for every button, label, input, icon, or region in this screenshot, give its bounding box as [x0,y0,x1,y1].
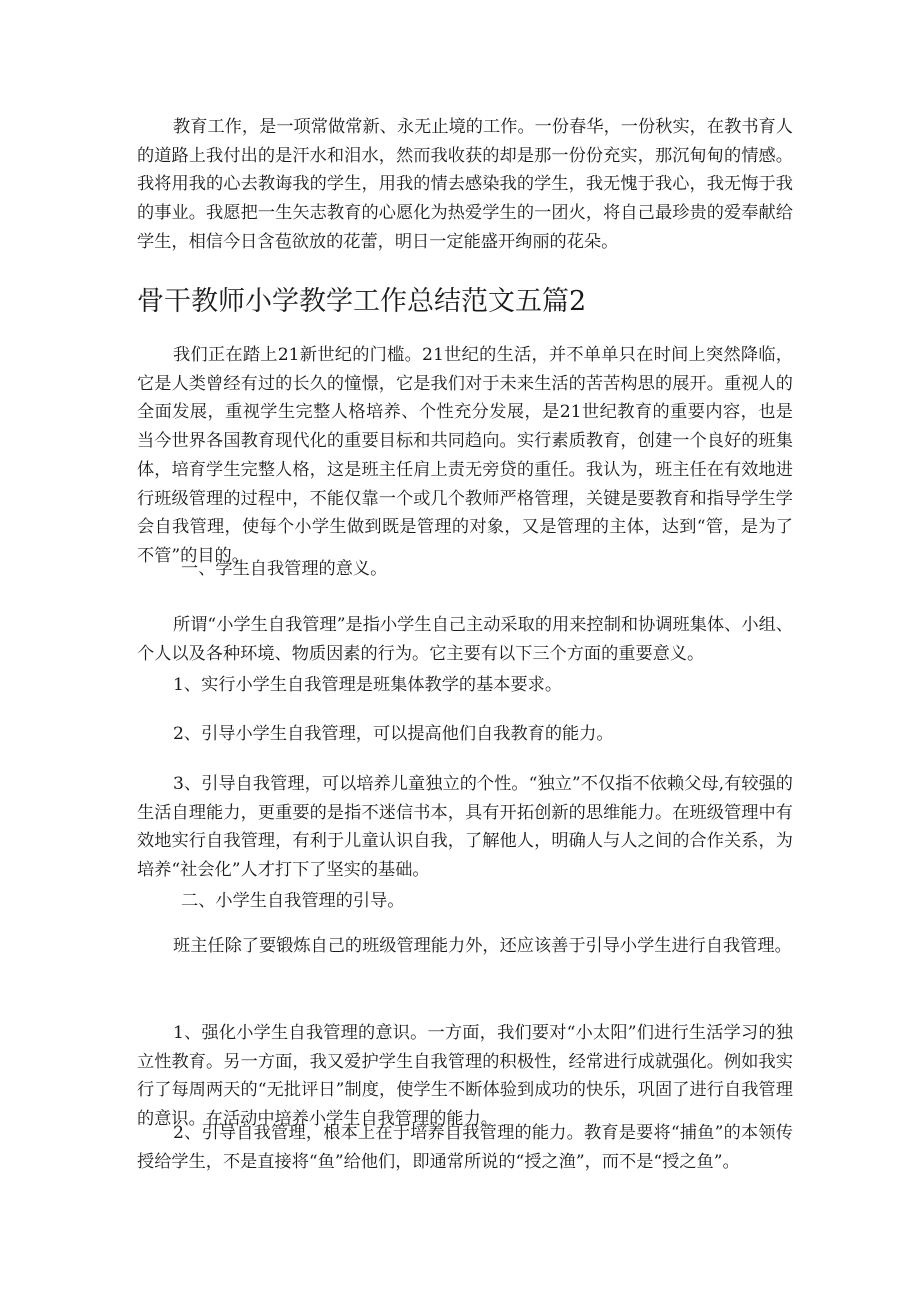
point-3: 3、引导自我管理，可以培养儿童独立的个性。“独立”不仅指不依赖父母,有较强的生活自理能力，更重要的是指不迷信书本，具有开拓创新的思维能力。在班级管理中有效地实行自我管理，有利于儿童认识自我，了解他人，明确人与人之间的合作关系，为培养“社会化”人才打下了坚实的基础。 [137,774,793,881]
section1-description: 所谓“小学生自我管理”是指小学生自己主动采取的用来控制和协调班集体、小组、个人以及各种环境、物质因素的行为。它主要有以下三个方面的重要意义。 [137,615,793,664]
section1-title: 一、学生自我管理的意义。 [181,559,388,579]
point-2-2: 2、引导自我管理，根本上在于培养自我管理的能力。教育是要将“捕鱼”的本领传授给学生，不是直接将“鱼”给他们，即通常所说的“授之渔”，而不是“授之鱼”。 [137,1123,793,1172]
section2-title: 二、小学生自我管理的引导。 [181,891,405,911]
point-2: 2、引导小学生自我管理，可以提高他们自我教育的能力。 [173,724,614,744]
paragraph-closing: 教育工作，是一项常做常新、永无止境的工作。一份春华，一份秋实，在教书育人的道路上我付出的是汗水和泪水，然而我收获的却是那一份份充实，那沉甸甸的情感。我将用我的心去教诲我的学生，用我的情去感染我的学生，我无愧于我心，我无悔于我的事业。我愿把一生矢志教育的心愿化为热爱学生的一团火，将自己最珍贵的爱奉献给学生，相信今日含苞欲放的花蕾，明日一定能盛开绚丽的花朵。 [137,117,793,252]
point-2-1: 1、强化小学生自我管理的意识。一方面，我们要对“小太阳”们进行生活学习的独立性教育。另一方面，我又爱护学生自我管理的积极性，经常进行成就强化。例如我实行了每周两天的“无批评日”制度，使学生不断体验到成功的快乐，巩固了进行自我管理的意识。在活动中培养小学生自我管理的能力。 [137,1023,793,1130]
section-heading: 骨干教师小学教学工作总结范文五篇2 [137,286,587,317]
point-1: 1、实行小学生自我管理是班集体教学的基本要求。 [173,675,563,695]
paragraph-intro: 我们正在踏上21新世纪的门槛。21世纪的生活，并不单单只在时间上突然降临，它是人类曾经有过的长久的憧憬，它是我们对于未来生活的苦苦构思的展开。重视人的全面发展，重视学生完整人格培养、个性充分发展，是21世纪教育的重要内容，也是当今世界各国教育现代化的重要目标和共同趋向。实行素质教育，创建一个良好的班集体，培育学生完整人格，这是班主任肩上责无旁贷的重任。我认为，班主任在有效地进行班级管理的过程中，不能仅靠一个或几个教师严格管理，关键是要教育和指导学生学会自我管理，使每个小学生做到既是管理的对象，又是管理的主体，达到“管，是为了不管”的目的。 [137,345,793,566]
section2-description: 班主任除了要锻炼自己的班级管理能力外，还应该善于引导小学生进行自我管理。 [173,936,792,956]
